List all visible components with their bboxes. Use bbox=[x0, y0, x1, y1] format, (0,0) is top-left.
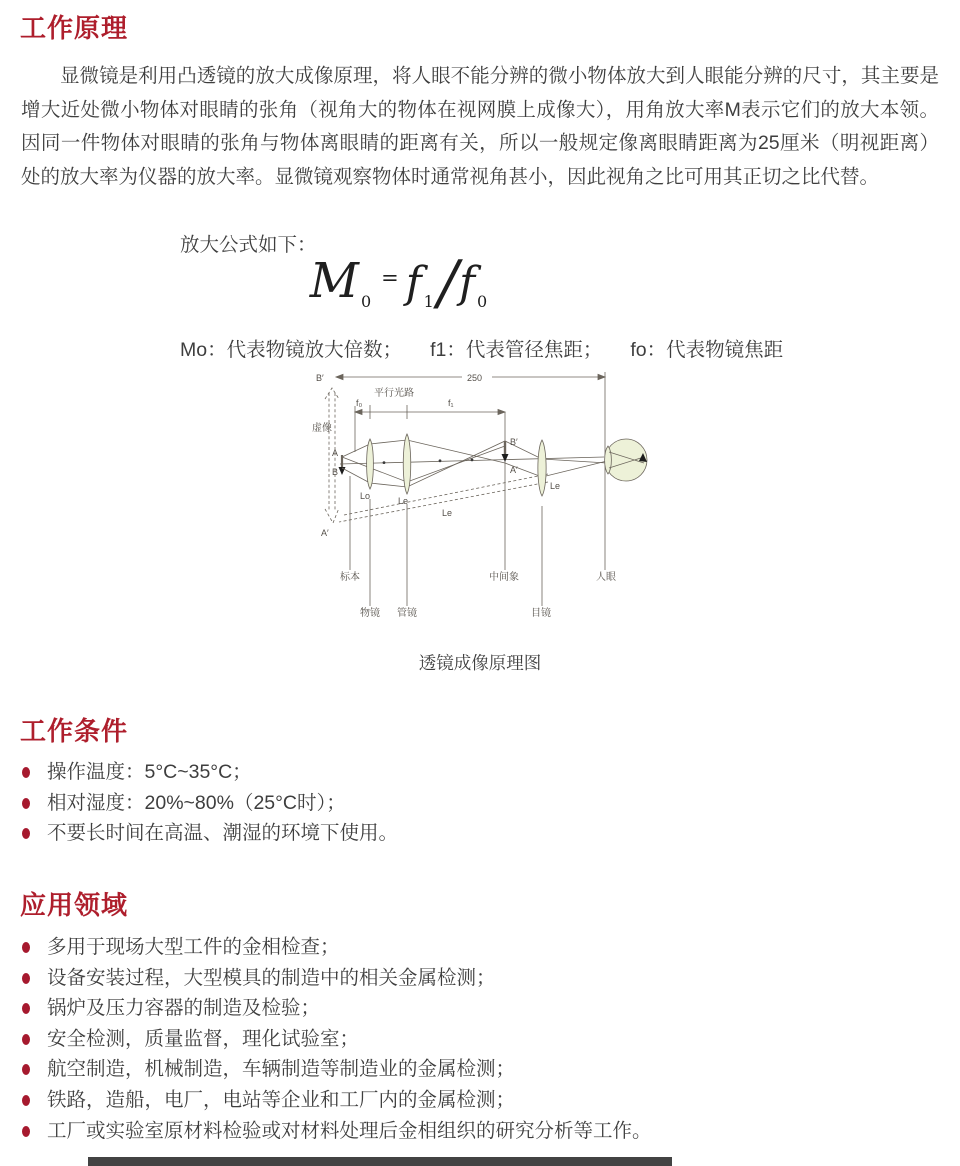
diagram-label-specimen: 标本 bbox=[340, 572, 360, 583]
diagram-label-objective: 物镜 bbox=[360, 608, 380, 619]
legend-fo: fo：代表物镜焦距 bbox=[630, 339, 784, 361]
diagram-label-f0: f₀ bbox=[356, 398, 363, 408]
formula-legend bbox=[180, 334, 783, 362]
diagram-label-lo: Lo bbox=[360, 491, 371, 501]
footer-bar-partial bbox=[88, 1157, 672, 1166]
formula-M-sub: 0 bbox=[360, 292, 372, 311]
formula-slash: / bbox=[437, 248, 459, 318]
diagram-labels bbox=[312, 373, 616, 619]
list-item bbox=[0, 932, 652, 963]
list-item-text: 铁路，造船，电厂，电站等企业和工厂内的金属检测； bbox=[47, 1088, 516, 1111]
formula-M: M bbox=[309, 253, 359, 309]
list-item bbox=[0, 1116, 652, 1147]
list-item bbox=[0, 1054, 652, 1085]
list-item-text: 安全检测，质量监督，理化试验室； bbox=[47, 1027, 360, 1050]
list-item bbox=[0, 757, 398, 788]
diagram-label-tube-lens: 管镜 bbox=[397, 608, 417, 619]
bullet-dot-icon bbox=[22, 1003, 30, 1014]
bullet-dot-icon bbox=[22, 973, 30, 984]
diagram-label-250: 250 bbox=[467, 373, 483, 383]
list-item-text: 不要长时间在高温、潮湿的环境下使用。 bbox=[47, 822, 399, 845]
formula-intro-label: 放大公式如下： bbox=[180, 234, 317, 256]
list-item-text: 相对湿度：20%~80%（25°C时）； bbox=[47, 791, 346, 814]
section-heading-working-principle: 工作原理 bbox=[20, 13, 129, 43]
application-fields-list bbox=[0, 932, 652, 1146]
formula-f1: f bbox=[405, 258, 422, 308]
list-item bbox=[0, 818, 398, 849]
formula-equals: = bbox=[381, 266, 399, 290]
diagram-label-a-virtual: A′ bbox=[321, 528, 329, 538]
list-item bbox=[0, 1085, 652, 1116]
formula-f1-sub: 1 bbox=[423, 292, 434, 311]
diagram-label-parallel-path: 平行光路 bbox=[374, 388, 414, 399]
bullet-dot-icon bbox=[22, 1126, 30, 1137]
list-item-text: 设备安装过程，大型模具的制造中的相关金属检测； bbox=[47, 966, 496, 989]
bullet-dot-icon bbox=[22, 1064, 30, 1075]
section-heading-application-fields: 应用领域 bbox=[20, 890, 129, 920]
diagram-caption: 透镜成像原理图 bbox=[418, 653, 542, 673]
section-heading-working-conditions: 工作条件 bbox=[20, 716, 129, 746]
diagram-label-eyepiece: 目镜 bbox=[531, 608, 551, 619]
list-item bbox=[0, 1024, 652, 1055]
list-item-text: 锅炉及压力容器的制造及检验； bbox=[47, 997, 321, 1020]
diagram-label-intermediate-image: 中间象 bbox=[489, 572, 519, 583]
diagram-lines bbox=[325, 372, 647, 606]
bullet-dot-icon bbox=[22, 1034, 30, 1045]
bullet-dot-icon bbox=[22, 767, 30, 778]
list-item-text: 航空制造，机械制造，车辆制造等制造业的金属检测； bbox=[47, 1058, 516, 1081]
diagram-label-virtual-image: 虚像 bbox=[312, 423, 332, 434]
diagram-label-a-prime: A′ bbox=[510, 465, 518, 475]
principle-paragraph: 显微镜是利用凸透镜的放大成像原理，将人眼不能分辨的微小物体放大到人眼能分辨的尺寸，其主要是增大近处微小物体对眼睛的张角（视角大的物体在视网膜上成像大），用角放大率M表示它们的放大本领。因同一件物体对眼睛的张角与物体离眼睛的距离有关，所以一般规定像离眼睛距离为25厘米（明视距离）处的放大率为仪器的放大率。显微镜观察物体时通常视角甚小，因此视角之比可用其正切之比代替。 bbox=[21, 65, 939, 188]
lens-imaging-diagram bbox=[312, 364, 652, 626]
list-item-text: 工厂或实验室原材料检验或对材料处理后金相组织的研究分析等工作。 bbox=[47, 1119, 652, 1142]
list-item-text: 多用于现场大型工件的金相检查； bbox=[47, 936, 340, 958]
formula-f0-sub: 0 bbox=[477, 292, 488, 311]
list-item bbox=[0, 788, 398, 819]
bullet-dot-icon bbox=[22, 1095, 30, 1106]
list-item bbox=[0, 993, 652, 1024]
diagram-label-f1: f₁ bbox=[448, 398, 454, 408]
legend-f1: f1：代表管径焦距； bbox=[430, 339, 603, 361]
bullet-dot-icon bbox=[22, 828, 30, 839]
list-item bbox=[0, 963, 652, 994]
diagram-label-le-eyepiece: Le bbox=[550, 481, 561, 491]
diagram-label-b-prime: B′ bbox=[510, 437, 518, 447]
working-conditions-list bbox=[0, 757, 398, 849]
diagram-label-b: B bbox=[332, 467, 339, 477]
diagram-label-le-dashed: Le bbox=[442, 508, 453, 518]
bullet-dot-icon bbox=[22, 798, 30, 809]
list-item-text: 操作温度：5°C~35°C； bbox=[47, 761, 252, 783]
diagram-label-b-virtual: B′ bbox=[316, 373, 324, 383]
legend-mo: Mo：代表物镜放大倍数； bbox=[180, 339, 403, 361]
diagram-label-human-eye: 人眼 bbox=[596, 572, 616, 583]
formula-f0: f bbox=[459, 258, 475, 308]
magnification-formula bbox=[0, 248, 800, 318]
bullet-dot-icon bbox=[22, 942, 30, 953]
diagram-label-a: A bbox=[332, 448, 339, 458]
diagram-label-le-tube: Le bbox=[398, 496, 409, 506]
